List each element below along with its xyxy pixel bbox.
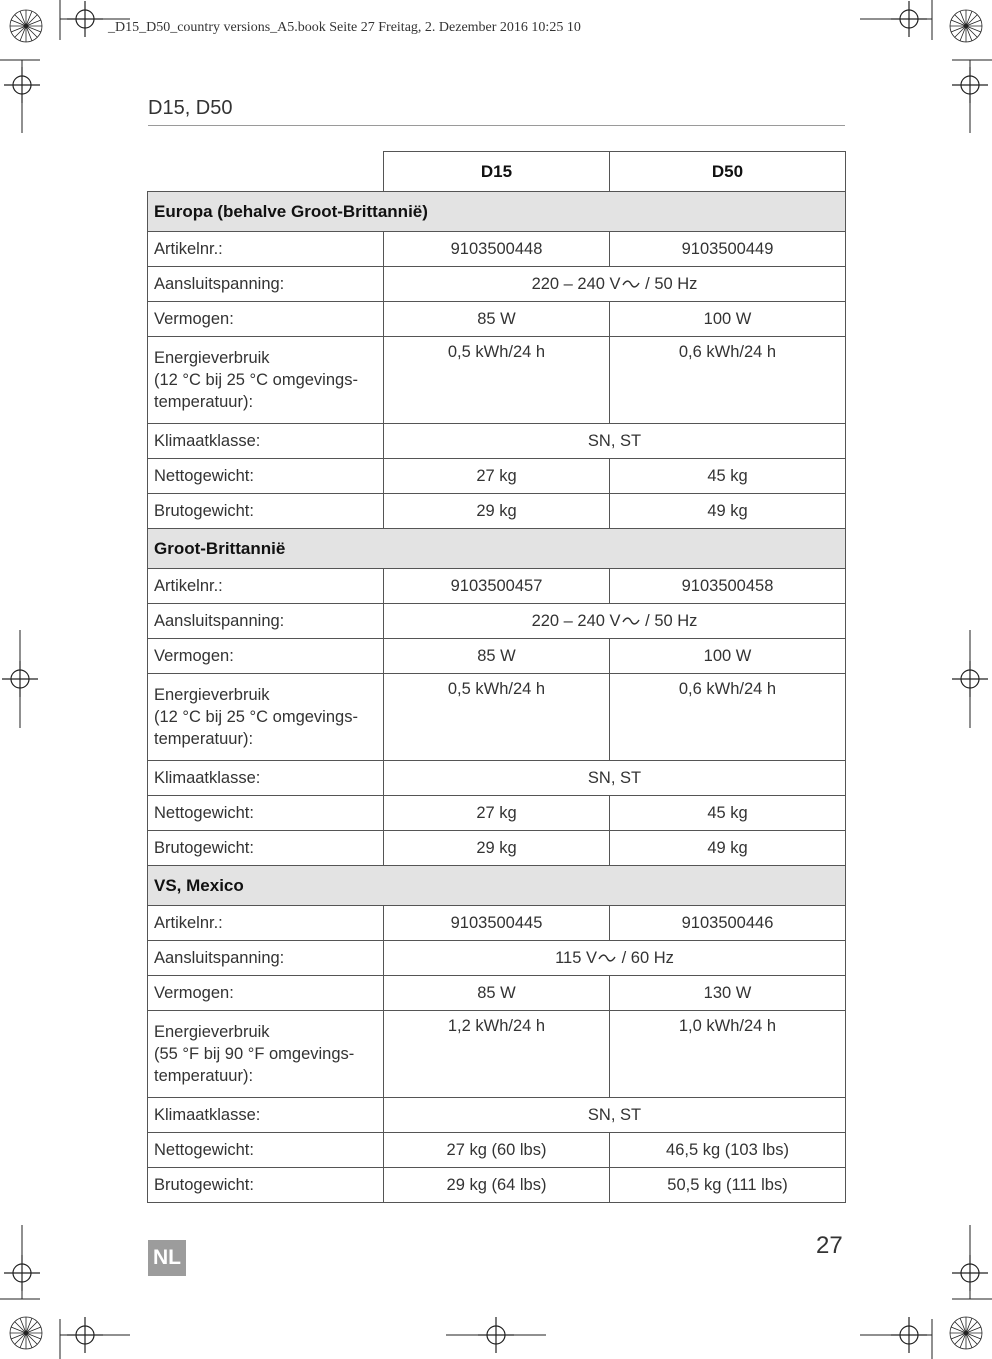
cell-value: 1,2 kWh/24 h — [384, 1011, 610, 1098]
voltage-value: 220 – 240 V — [531, 274, 621, 293]
row-label: Aansluitspanning: — [148, 941, 384, 976]
cell-value: 27 kg (60 lbs) — [384, 1133, 610, 1168]
table-row — [148, 424, 846, 459]
row-label — [148, 337, 384, 424]
row-label-line: (12 °C bij 25 °C omgevings- — [154, 708, 358, 726]
cell-value: 9103500449 — [610, 232, 846, 267]
row-label — [148, 1011, 384, 1098]
cell-value: 46,5 kg (103 lbs) — [610, 1133, 846, 1168]
table-row — [148, 1133, 846, 1168]
table-row — [148, 639, 846, 674]
table-row — [148, 302, 846, 337]
row-label-line: temperatuur): — [154, 730, 254, 748]
row-label: Brutogewicht: — [148, 494, 384, 529]
table-row — [148, 976, 846, 1011]
cell-value: 9103500445 — [384, 906, 610, 941]
row-label: Aansluitspanning: — [148, 604, 384, 639]
row-label: Vermogen: — [148, 976, 384, 1011]
section-header-row — [148, 529, 846, 569]
cell-value: 9103500458 — [610, 569, 846, 604]
ac-symbol-icon — [621, 275, 641, 294]
column-header-d15: D15 — [384, 152, 610, 192]
cell-value: SN, ST — [384, 1098, 846, 1133]
header-divider — [148, 125, 845, 126]
table-header-row — [148, 152, 846, 192]
specifications-table — [147, 151, 846, 1203]
row-label: Klimaatklasse: — [148, 761, 384, 796]
header-blank-cell — [148, 152, 384, 192]
table-row — [148, 674, 846, 761]
cell-value: 27 kg — [384, 796, 610, 831]
cell-value: 130 W — [610, 976, 846, 1011]
row-label-line: Energieverbruik — [154, 686, 270, 704]
frequency-value: / 50 Hz — [645, 611, 698, 630]
cell-value: 100 W — [610, 639, 846, 674]
table-row — [148, 337, 846, 424]
row-label: Artikelnr.: — [148, 232, 384, 267]
frequency-value: / 50 Hz — [645, 274, 698, 293]
cell-value: 9103500448 — [384, 232, 610, 267]
row-label: Nettogewicht: — [148, 1133, 384, 1168]
voltage-value: 115 V — [555, 948, 598, 967]
row-label — [148, 674, 384, 761]
row-label: Vermogen: — [148, 302, 384, 337]
table-row — [148, 459, 846, 494]
table-row — [148, 831, 846, 866]
cell-value: 9103500457 — [384, 569, 610, 604]
cell-value — [384, 267, 846, 302]
cell-value: 9103500446 — [610, 906, 846, 941]
row-label-line: temperatuur): — [154, 393, 254, 411]
cell-value: 49 kg — [610, 831, 846, 866]
cell-value: 0,5 kWh/24 h — [384, 674, 610, 761]
cell-value: 45 kg — [610, 459, 846, 494]
cell-value: SN, ST — [384, 761, 846, 796]
row-label-line: Energieverbruik — [154, 349, 270, 367]
table-row — [148, 761, 846, 796]
table-row — [148, 1011, 846, 1098]
table-row — [148, 796, 846, 831]
cell-value: 49 kg — [610, 494, 846, 529]
table-row — [148, 906, 846, 941]
row-label: Artikelnr.: — [148, 906, 384, 941]
column-header-d50: D50 — [610, 152, 846, 192]
row-label-line: (12 °C bij 25 °C omgevings- — [154, 371, 358, 389]
table-row — [148, 1168, 846, 1203]
cell-value: 29 kg — [384, 494, 610, 529]
cell-value: 0,6 kWh/24 h — [610, 674, 846, 761]
print-slug-header: _D15_D50_country versions_A5.book Seite 27 Freitag, 2. Dezember 2016 10:25 10 — [108, 20, 581, 35]
frequency-value: / 60 Hz — [621, 948, 674, 967]
table-row — [148, 267, 846, 302]
row-label-line: (55 °F bij 90 °F omgevings- — [154, 1045, 355, 1063]
row-label: Brutogewicht: — [148, 831, 384, 866]
table-row — [148, 604, 846, 639]
cell-value: 85 W — [384, 976, 610, 1011]
table-row — [148, 1098, 846, 1133]
row-label: Klimaatklasse: — [148, 424, 384, 459]
section-header-row — [148, 192, 846, 232]
cell-value: 0,5 kWh/24 h — [384, 337, 610, 424]
cell-value: 85 W — [384, 639, 610, 674]
ac-symbol-icon — [621, 612, 641, 631]
row-label: Artikelnr.: — [148, 569, 384, 604]
row-label: Vermogen: — [148, 639, 384, 674]
cell-value — [384, 604, 846, 639]
cell-value: 27 kg — [384, 459, 610, 494]
row-label-line: temperatuur): — [154, 1067, 254, 1085]
row-label: Brutogewicht: — [148, 1168, 384, 1203]
cell-value: 50,5 kg (111 lbs) — [610, 1168, 846, 1203]
row-label: Klimaatklasse: — [148, 1098, 384, 1133]
cell-value: SN, ST — [384, 424, 846, 459]
language-badge: NL — [148, 1240, 186, 1276]
cell-value: 0,6 kWh/24 h — [610, 337, 846, 424]
section-title: VS, Mexico — [148, 866, 846, 906]
running-head: D15, D50 — [148, 97, 233, 119]
row-label-line: Energieverbruik — [154, 1023, 270, 1041]
cell-value: 29 kg — [384, 831, 610, 866]
cell-value: 85 W — [384, 302, 610, 337]
voltage-value: 220 – 240 V — [531, 611, 621, 630]
ac-symbol-icon — [597, 949, 617, 968]
row-label: Nettogewicht: — [148, 459, 384, 494]
cell-value — [384, 941, 846, 976]
table-row — [148, 569, 846, 604]
table-row — [148, 494, 846, 529]
table-row — [148, 232, 846, 267]
section-header-row — [148, 866, 846, 906]
row-label: Nettogewicht: — [148, 796, 384, 831]
section-title: Europa (behalve Groot-Brittannië) — [148, 192, 846, 232]
row-label: Aansluitspanning: — [148, 267, 384, 302]
cell-value: 1,0 kWh/24 h — [610, 1011, 846, 1098]
table-row — [148, 941, 846, 976]
page-number: 27 — [816, 1232, 843, 1259]
cell-value: 45 kg — [610, 796, 846, 831]
cell-value: 100 W — [610, 302, 846, 337]
cell-value: 29 kg (64 lbs) — [384, 1168, 610, 1203]
section-title: Groot-Brittannië — [148, 529, 846, 569]
